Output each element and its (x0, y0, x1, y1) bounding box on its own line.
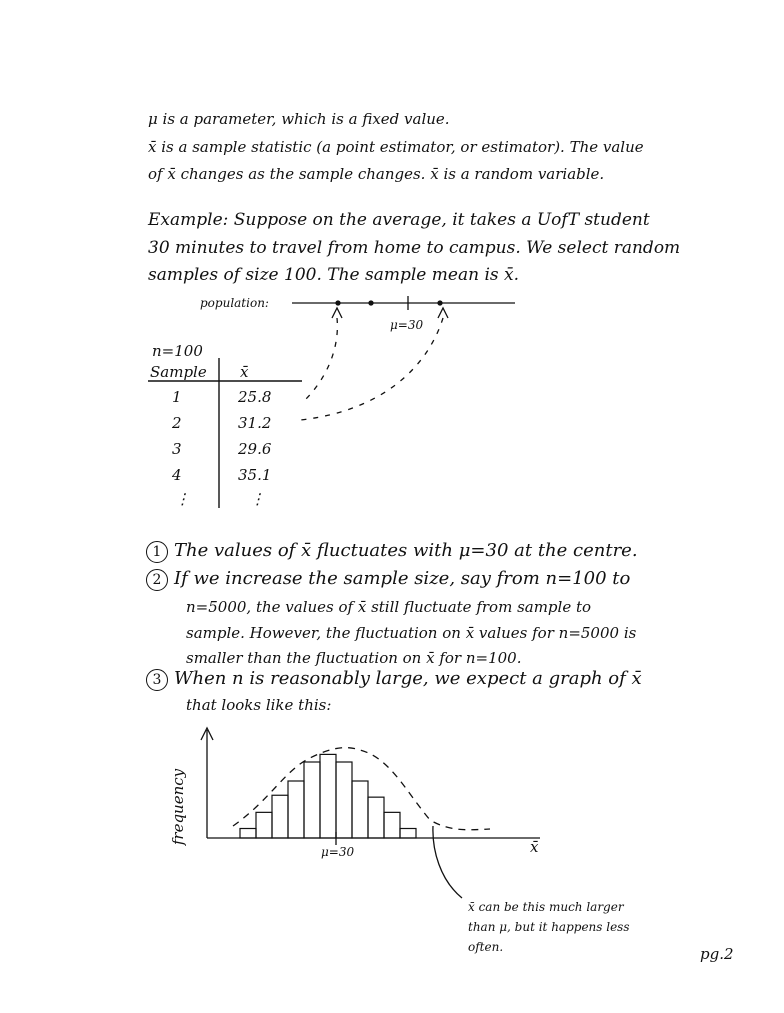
table-row-sample: ⋮ (175, 490, 190, 508)
note-pointer (433, 826, 462, 898)
arrow-head (438, 308, 448, 318)
table-row-sample: 4 (172, 466, 182, 484)
definition-xbar-random: of x̄ changes as the sample changes. x̄ is a random variable. (148, 165, 605, 183)
note-line-3: often. (468, 940, 504, 954)
table-row-xbar: 31.2 (238, 414, 272, 432)
example-line-2: 30 minutes to travel from home to campus. We select random (148, 238, 681, 258)
histogram-bar (336, 762, 352, 838)
histogram (201, 728, 540, 898)
histogram-mu-label: μ=30 (321, 845, 355, 859)
histogram-bar (256, 812, 272, 838)
point-2-line-4: smaller than the fluctuation on x̄ for n=100. (186, 649, 522, 667)
histogram-bar (368, 797, 384, 838)
table-row-xbar: ⋮ (250, 490, 265, 508)
table-row-xbar: 35.1 (238, 466, 272, 484)
note-line-1: x̄ can be this much larger (468, 900, 624, 914)
population-point (336, 301, 340, 305)
definition-mu: μ is a parameter, which is a fixed value. (148, 110, 450, 128)
dashed-arrow (305, 318, 337, 400)
histogram-bar (352, 781, 368, 838)
population-point (438, 301, 442, 305)
histogram-xlabel: x̄ (530, 838, 539, 856)
point-2-line-3: sample. However, the fluctuation on x̄ values for n=5000 is (186, 624, 637, 642)
histogram-bar (240, 829, 256, 839)
histogram-bar (304, 762, 320, 838)
point-number: 2 (146, 569, 168, 591)
table-row-sample: 1 (172, 388, 182, 406)
example-line-3: samples of size 100. The sample mean is x̄. (148, 265, 519, 285)
histogram-bar (400, 829, 416, 839)
histogram-bar (384, 812, 400, 838)
dashed-arrow (300, 318, 443, 420)
point-number: 3 (146, 669, 168, 691)
table-header-xbar: x̄ (240, 363, 249, 381)
table-row-xbar: 25.8 (238, 388, 272, 406)
point-3-line-2: that looks like this: (186, 696, 332, 714)
population-mu-label: μ=30 (390, 318, 424, 332)
population-label: population: (200, 296, 269, 310)
histogram-bar (288, 781, 304, 838)
note-line-2: than μ, but it happens less (468, 920, 630, 934)
example-line-1: Example: Suppose on the average, it takes a UofT student (148, 210, 650, 230)
table-header-sample: Sample (150, 363, 207, 381)
table-row-sample: 3 (172, 440, 182, 458)
table-row-sample: 2 (172, 414, 182, 432)
histogram-bar (320, 754, 336, 838)
sample-size-label: n=100 (152, 342, 203, 360)
point-2-line-2: n=5000, the values of x̄ still fluctuate from sample to (186, 598, 592, 616)
page-number: pg.2 (700, 945, 734, 963)
point-text: When n is reasonably large, we expect a graph of x̄ (174, 668, 642, 689)
population-point (369, 301, 373, 305)
sample-table-lines (148, 358, 302, 508)
table-row-xbar: 29.6 (238, 440, 272, 458)
population-line (292, 296, 515, 420)
definition-xbar: x̄ is a sample statistic (a point estimator, or estimator). The value (148, 138, 644, 156)
point-text: If we increase the sample size, say from n=100 to (174, 568, 631, 589)
histogram-bar (272, 795, 288, 838)
arrow-head (332, 308, 342, 318)
point-text: The values of x̄ fluctuates with μ=30 at the centre. (174, 540, 638, 561)
point-number: 1 (146, 541, 168, 563)
histogram-ylabel: frequency (169, 768, 188, 846)
